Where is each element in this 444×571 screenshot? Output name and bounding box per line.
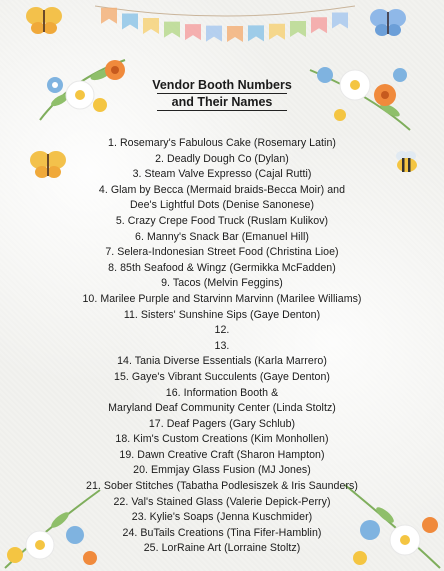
bunting-flag <box>227 26 243 42</box>
bunting-flag <box>101 8 117 24</box>
list-item: 14. Tania Diverse Essentials (Karla Marrero) <box>117 355 327 368</box>
vendor-list <box>0 136 444 557</box>
page-title <box>0 77 444 111</box>
list-item: 15. Gaye's Vibrant Succulents (Gaye Denton) <box>114 370 330 383</box>
bunting-flag <box>269 24 285 40</box>
list-item: 10. Marilee Purple and Starvinn Marvinn (Marilee Williams) <box>82 292 362 305</box>
list-item: Maryland Deaf Community Center (Linda Stoltz) <box>108 402 336 415</box>
list-item: 4. Glam by Becca (Mermaid braids-Becca Moir) and <box>98 183 346 196</box>
list-item: 16. Information Booth & <box>165 386 279 399</box>
list-item: 8. 85th Seafood & Wingz (Germikka McFadden) <box>108 261 336 274</box>
list-item: 9. Tacos (Melvin Feggins) <box>161 277 283 290</box>
butterfly-icon <box>24 4 64 36</box>
bunting-flag <box>332 12 348 28</box>
list-item: 22. Val's Stained Glass (Valerie Depick-Perry) <box>113 495 331 508</box>
bunting-flag <box>185 24 201 40</box>
list-item: 1. Rosemary's Fabulous Cake (Rosemary Latin) <box>108 137 336 149</box>
list-item: 17. Deaf Pagers (Gary Schlub) <box>148 417 296 430</box>
bunting-flag <box>290 21 306 37</box>
list-item: Dee's Lightful Dots (Denise Sanonese) <box>129 199 315 212</box>
list-item: 7. Selera-Indonesian Street Food (Christina Lioe) <box>105 246 339 259</box>
list-item: 3. Steam Valve Expresso (Cajal Rutti) <box>132 168 312 181</box>
list-item: 11. Sisters' Sunshine Sips (Gaye Denton) <box>123 308 321 321</box>
list-item: 2. Deadly Dough Co (Dylan) <box>155 152 289 165</box>
list-item: 12. <box>214 324 230 337</box>
list-item: 13. <box>214 339 230 352</box>
list-item: 23. Kylie's Soaps (Jenna Kuschmider) <box>131 511 313 524</box>
bunting-flag <box>311 17 327 33</box>
list-item: 20. Emmjay Glass Fusion (MJ Jones) <box>133 464 311 477</box>
list-item: 18. Kim's Custom Creations (Kim Monhollen) <box>115 433 329 446</box>
bunting-flag <box>206 26 222 42</box>
bunting-flag <box>248 25 264 41</box>
title-underline <box>157 110 287 111</box>
bunting-flag <box>164 22 180 38</box>
list-item: 21. Sober Stitches (Tabatha Podlesiszek & Iris Saunders) <box>86 480 358 493</box>
butterfly-icon <box>368 6 408 38</box>
bunting-flag <box>122 13 138 29</box>
bunting-flag <box>143 18 159 34</box>
title-line-1: Vendor Booth Numbers <box>152 78 292 92</box>
list-item: 5. Crazy Crepe Food Truck (Ruslam Kulikov) <box>115 214 329 227</box>
list-item: 25. LorRaine Art (Lorraine Stoltz) <box>143 542 301 555</box>
list-item: 6. Manny's Snack Bar (Emanuel Hill) <box>135 230 309 243</box>
title-line-2: and Their Names <box>171 95 273 109</box>
list-item: 24. BuTails Creations (Tina Fifer-Hamblin) <box>122 526 322 539</box>
list-item: 19. Dawn Creative Craft (Sharon Hampton) <box>119 448 325 461</box>
